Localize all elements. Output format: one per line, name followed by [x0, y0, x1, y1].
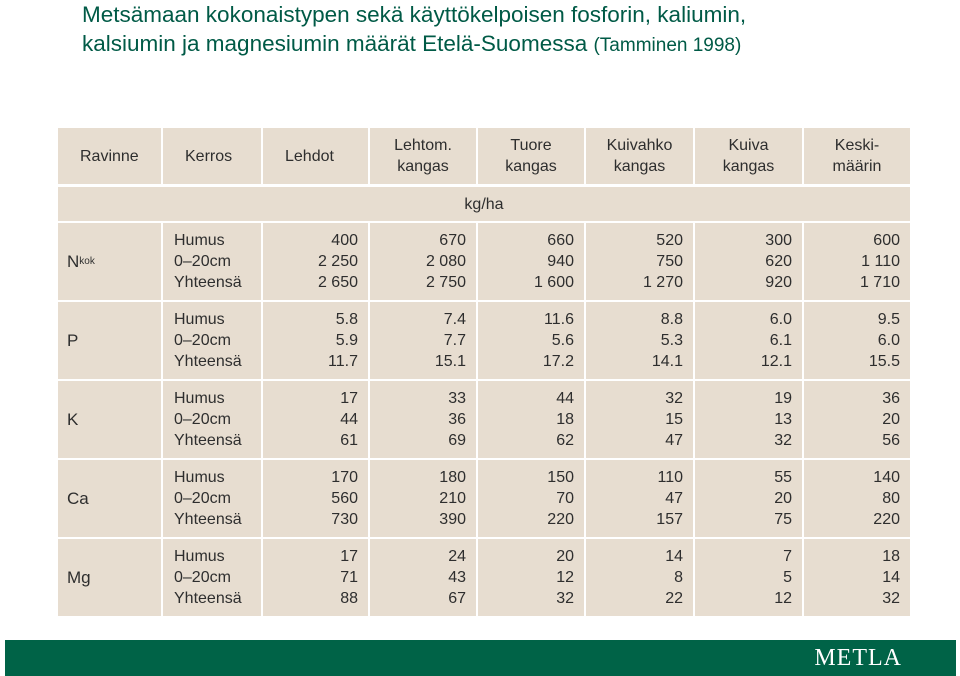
column-header-label — [505, 135, 557, 177]
column-header-line: kangas — [613, 158, 666, 175]
value: 170 — [331, 469, 358, 486]
value: 13 — [774, 411, 792, 428]
value: 1 270 — [642, 274, 683, 291]
value-cell — [695, 539, 802, 616]
value: 36 — [448, 411, 466, 428]
value: 17.2 — [542, 353, 574, 370]
value-cell — [695, 223, 802, 300]
value-cell — [586, 539, 693, 616]
value: 157 — [656, 511, 683, 528]
value: 22 — [665, 590, 683, 607]
value: 390 — [439, 511, 466, 528]
value: 19 — [774, 390, 792, 407]
value: 220 — [547, 511, 574, 528]
column-header-label — [833, 135, 882, 177]
value: 520 — [656, 232, 683, 249]
value: 20 — [882, 411, 900, 428]
nutrient-row — [58, 539, 910, 616]
layer-label: 0–20cm — [174, 411, 231, 428]
metla-logo: METLA — [814, 645, 902, 671]
layer-cell — [163, 302, 261, 379]
value: 32 — [665, 390, 683, 407]
value-cell — [478, 539, 584, 616]
value: 12.1 — [760, 353, 792, 370]
column-header — [804, 128, 910, 184]
layer-label: Yhteensä — [174, 274, 242, 291]
value: 55 — [774, 469, 792, 486]
value-cell — [804, 460, 910, 537]
layer-label: Yhteensä — [174, 432, 242, 449]
nutrient-name-cell — [58, 460, 161, 537]
nutrient-symbol: Mg — [67, 568, 91, 587]
value: 180 — [439, 469, 466, 486]
column-header — [58, 128, 161, 184]
column-header-label — [607, 135, 673, 177]
value: 75 — [774, 511, 792, 528]
value: 150 — [547, 469, 574, 486]
value: 940 — [547, 253, 574, 270]
table-header-row — [58, 128, 910, 184]
value-cell — [804, 539, 910, 616]
value: 5.3 — [660, 332, 683, 349]
value-cell — [804, 223, 910, 300]
value: 61 — [340, 432, 358, 449]
column-header-label — [80, 146, 139, 167]
value-cell — [370, 302, 476, 379]
value: 7.4 — [443, 311, 466, 328]
value-cell — [695, 302, 802, 379]
value: 15.1 — [434, 353, 466, 370]
value-cell — [695, 381, 802, 458]
value: 140 — [873, 469, 900, 486]
layer-label: Humus — [174, 390, 225, 407]
column-header-line: Kuiva — [728, 137, 769, 154]
value: 70 — [556, 490, 574, 507]
value: 32 — [882, 590, 900, 607]
value-cell — [695, 460, 802, 537]
value-cell — [370, 223, 476, 300]
layer-label: Humus — [174, 311, 225, 328]
nutrient-row — [58, 460, 910, 537]
value: 17 — [340, 390, 358, 407]
layer-label: 0–20cm — [174, 569, 231, 586]
value: 36 — [882, 390, 900, 407]
layer-cell — [163, 539, 261, 616]
column-header-line: määrin — [832, 158, 882, 175]
column-header — [263, 128, 368, 184]
value: 1 110 — [861, 253, 900, 270]
layer-label: 0–20cm — [174, 332, 231, 349]
value: 560 — [331, 490, 358, 507]
value: 5.8 — [335, 311, 358, 328]
value: 71 — [340, 569, 358, 586]
nutrient-name-cell — [58, 302, 161, 379]
value-cell — [263, 223, 368, 300]
nutrient-name-cell — [58, 539, 161, 616]
value: 2 250 — [317, 253, 358, 270]
column-header-line: Kerros — [185, 147, 233, 165]
value: 32 — [774, 432, 792, 449]
column-header-label — [185, 146, 232, 167]
value: 750 — [656, 253, 683, 270]
value: 300 — [765, 232, 792, 249]
value-cell — [263, 460, 368, 537]
value: 47 — [665, 432, 683, 449]
value: 24 — [448, 548, 466, 565]
value: 9.5 — [877, 311, 900, 328]
value-cell — [370, 381, 476, 458]
nutrient-table — [58, 128, 910, 616]
layer-label: Yhteensä — [174, 511, 242, 528]
nutrient-row — [58, 381, 910, 458]
nutrient-symbol: Ca — [67, 489, 89, 508]
value: 69 — [448, 432, 466, 449]
value: 15 — [665, 411, 683, 428]
value: 14 — [882, 569, 900, 586]
nutrient-row — [58, 223, 910, 300]
unit-cell — [58, 187, 910, 221]
value: 12 — [774, 590, 792, 607]
value: 18 — [556, 411, 574, 428]
layer-label: Yhteensä — [174, 590, 242, 607]
value-cell — [586, 460, 693, 537]
value: 110 — [657, 469, 683, 486]
value: 400 — [331, 232, 358, 249]
value: 11.6 — [544, 311, 574, 328]
value-cell — [478, 381, 584, 458]
layer-cell — [163, 381, 261, 458]
value: 920 — [765, 274, 792, 291]
unit-row — [58, 187, 910, 221]
value: 600 — [873, 232, 900, 249]
value: 8.8 — [660, 311, 683, 328]
value: 56 — [882, 432, 900, 449]
value: 1 710 — [859, 274, 900, 291]
layer-label: 0–20cm — [174, 490, 231, 507]
value-cell — [586, 381, 693, 458]
value: 7 — [783, 548, 792, 565]
value: 2 650 — [317, 274, 358, 291]
column-header-line: Tuore — [510, 137, 552, 154]
value-cell — [478, 460, 584, 537]
layer-cell — [163, 223, 261, 300]
column-header-label — [285, 146, 334, 167]
value: 730 — [331, 511, 358, 528]
layer-label: Humus — [174, 232, 225, 249]
value: 67 — [448, 590, 466, 607]
value: 47 — [665, 490, 683, 507]
value: 620 — [765, 253, 792, 270]
column-header — [586, 128, 693, 184]
title-line-1: Metsämaan kokonaistypen sekä käyttökelpoisen fosforin, kaliumin, — [82, 2, 747, 27]
nutrient-name-cell — [58, 223, 161, 300]
value: 44 — [340, 411, 358, 428]
value: 1 600 — [533, 274, 574, 291]
footer-bar — [5, 640, 956, 676]
column-header-line: Ravinne — [80, 147, 139, 165]
value: 5.9 — [335, 332, 358, 349]
nutrient-symbol: K — [67, 410, 79, 429]
value: 210 — [439, 490, 466, 507]
slide-title — [82, 0, 952, 60]
value-cell — [586, 302, 693, 379]
value: 2 750 — [425, 274, 466, 291]
value-cell — [478, 223, 584, 300]
nutrient-symbol: N — [67, 252, 80, 271]
value: 15.5 — [868, 353, 900, 370]
layer-cell — [163, 460, 261, 537]
value: 6.0 — [877, 332, 900, 349]
value-cell — [478, 302, 584, 379]
value: 20 — [774, 490, 792, 507]
value: 33 — [448, 390, 466, 407]
nutrient-name-cell — [58, 381, 161, 458]
layer-label: Humus — [174, 469, 225, 486]
value: 88 — [340, 590, 358, 607]
value: 14 — [665, 548, 683, 565]
value-cell — [370, 539, 476, 616]
value: 17 — [340, 548, 358, 565]
layer-label: Humus — [174, 548, 225, 565]
value: 5.6 — [551, 332, 574, 349]
column-header — [478, 128, 584, 184]
value: 43 — [448, 569, 466, 586]
column-header-line: Lehtom. — [394, 137, 452, 154]
title-line-2-text: kalsiumin ja magnesiumin määrät Etelä-Suomessa — [82, 31, 588, 56]
column-header — [695, 128, 802, 184]
column-header-line: Lehdot — [285, 147, 334, 165]
value: 14.1 — [651, 353, 683, 370]
value: 2 080 — [425, 253, 466, 270]
title-line-2 — [82, 29, 952, 60]
column-header-line: kangas — [397, 158, 449, 175]
value: 62 — [556, 432, 574, 449]
value-cell — [804, 381, 910, 458]
column-header — [370, 128, 476, 184]
value-cell — [263, 539, 368, 616]
value-cell — [263, 302, 368, 379]
column-header-line: Kuivahko — [606, 137, 673, 154]
nutrient-row — [58, 302, 910, 379]
value-cell — [804, 302, 910, 379]
nutrient-subscript: kok — [79, 256, 95, 267]
value: 44 — [556, 390, 574, 407]
unit-label: kg/ha — [464, 195, 504, 213]
value: 6.1 — [769, 332, 792, 349]
value: 12 — [556, 569, 574, 586]
column-header-line: kangas — [505, 158, 557, 175]
column-header-label — [723, 135, 775, 177]
layer-label: Yhteensä — [174, 353, 242, 370]
value: 6.0 — [769, 311, 792, 328]
value: 670 — [439, 232, 466, 249]
value-cell — [370, 460, 476, 537]
value: 80 — [882, 490, 900, 507]
value: 20 — [556, 548, 574, 565]
column-header-line: kangas — [722, 158, 775, 175]
value: 5 — [783, 569, 792, 586]
nutrient-symbol: P — [67, 331, 79, 350]
value: 7.7 — [443, 332, 466, 349]
value: 220 — [873, 511, 900, 528]
column-header-line: Keski- — [834, 137, 880, 154]
column-header — [163, 128, 261, 184]
value: 11.7 — [328, 353, 358, 370]
value: 660 — [547, 232, 574, 249]
value-cell — [263, 381, 368, 458]
value: 8 — [674, 569, 683, 586]
title-reference: (Tamminen 1998) — [593, 35, 742, 56]
layer-label: 0–20cm — [174, 253, 231, 270]
value-cell — [586, 223, 693, 300]
column-header-label — [394, 135, 452, 177]
value: 18 — [882, 548, 900, 565]
value: 32 — [556, 590, 574, 607]
